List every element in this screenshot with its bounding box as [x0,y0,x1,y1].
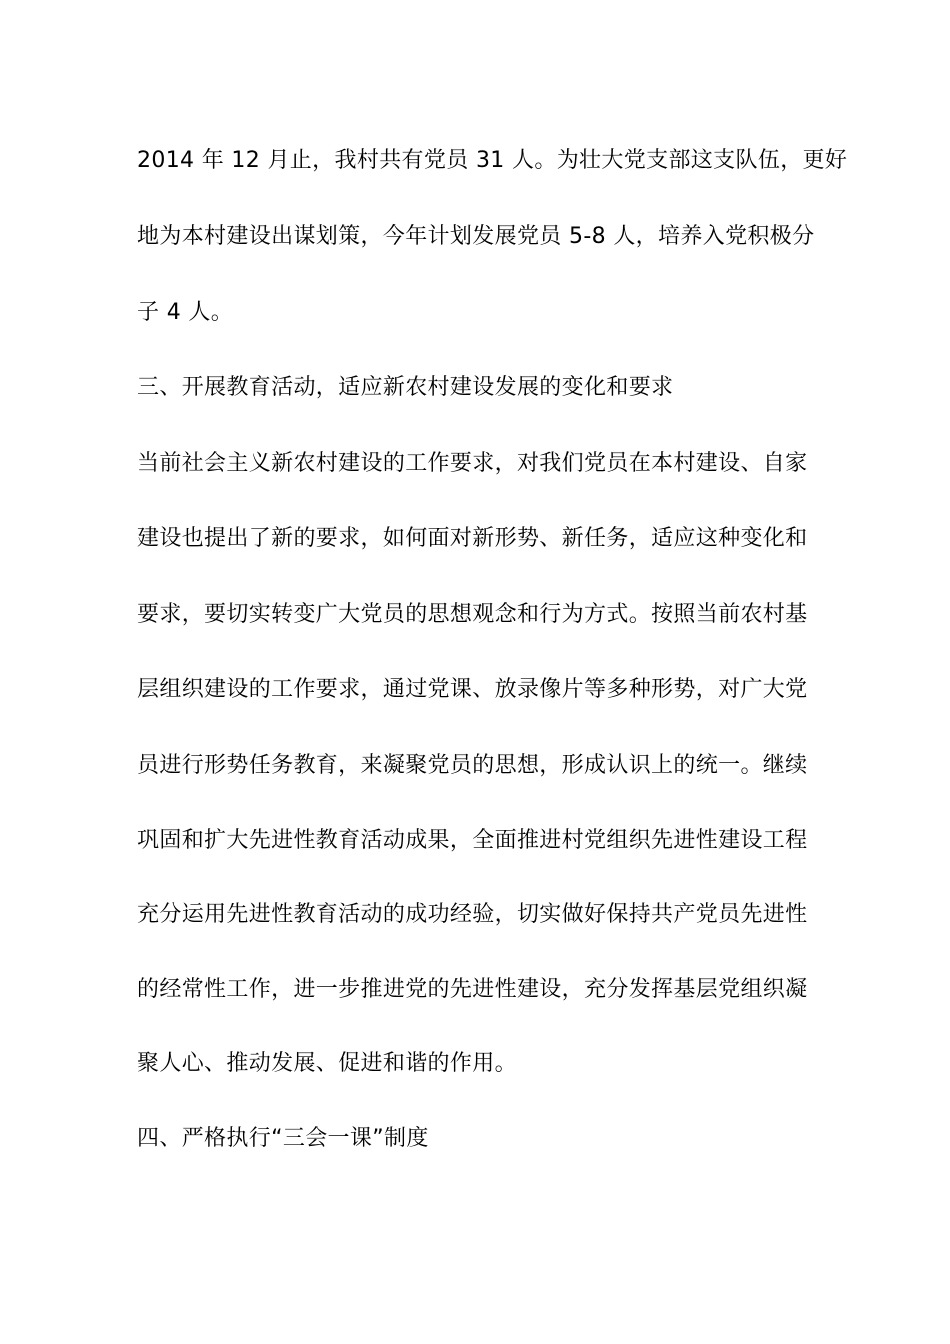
paragraph-line-5: 建设也提出了新的要求，如何面对新形势、新任务，适应这种变化和 [137,526,808,551]
section-heading-4: 四、严格执行“三会一课”制度 [137,1126,429,1151]
paragraph-line-11: 的经常性工作，进一步推进党的先进性建设，充分发挥基层党组织凝 [137,977,808,1002]
section-heading-3: 三、开展教育活动，适应新农村建设发展的变化和要求 [137,375,674,400]
paragraph-line-12: 聚人心、推动发展、促进和谐的作用。 [137,1051,517,1076]
paragraph-line-3: 子 4 人。 [137,300,234,325]
paragraph-line-2: 地为本村建设出谋划策，今年计划发展党员 5-8 人，培养入党积极分 [137,224,815,249]
paragraph-line-10: 充分运用先进性教育活动的成功经验，切实做好保持共产党员先进性 [137,902,808,927]
paragraph-line-8: 员进行形势任务教育，来凝聚党员的思想，形成认识上的统一。继续 [137,753,808,778]
paragraph-line-4: 当前社会主义新农村建设的工作要求，对我们党员在本村建设、自家 [137,451,808,476]
paragraph-line-1: 2014 年 12 月止，我村共有党员 31 人。为壮大党支部这支队伍，更好 [137,148,848,173]
paragraph-line-9: 巩固和扩大先进性教育活动成果，全面推进村党组织先进性建设工程 [137,828,808,853]
paragraph-line-7: 层组织建设的工作要求，通过党课、放录像片等多种形势，对广大党 [137,677,808,702]
paragraph-line-6: 要求，要切实转变广大党员的思想观念和行为方式。按照当前农村基 [137,602,808,627]
